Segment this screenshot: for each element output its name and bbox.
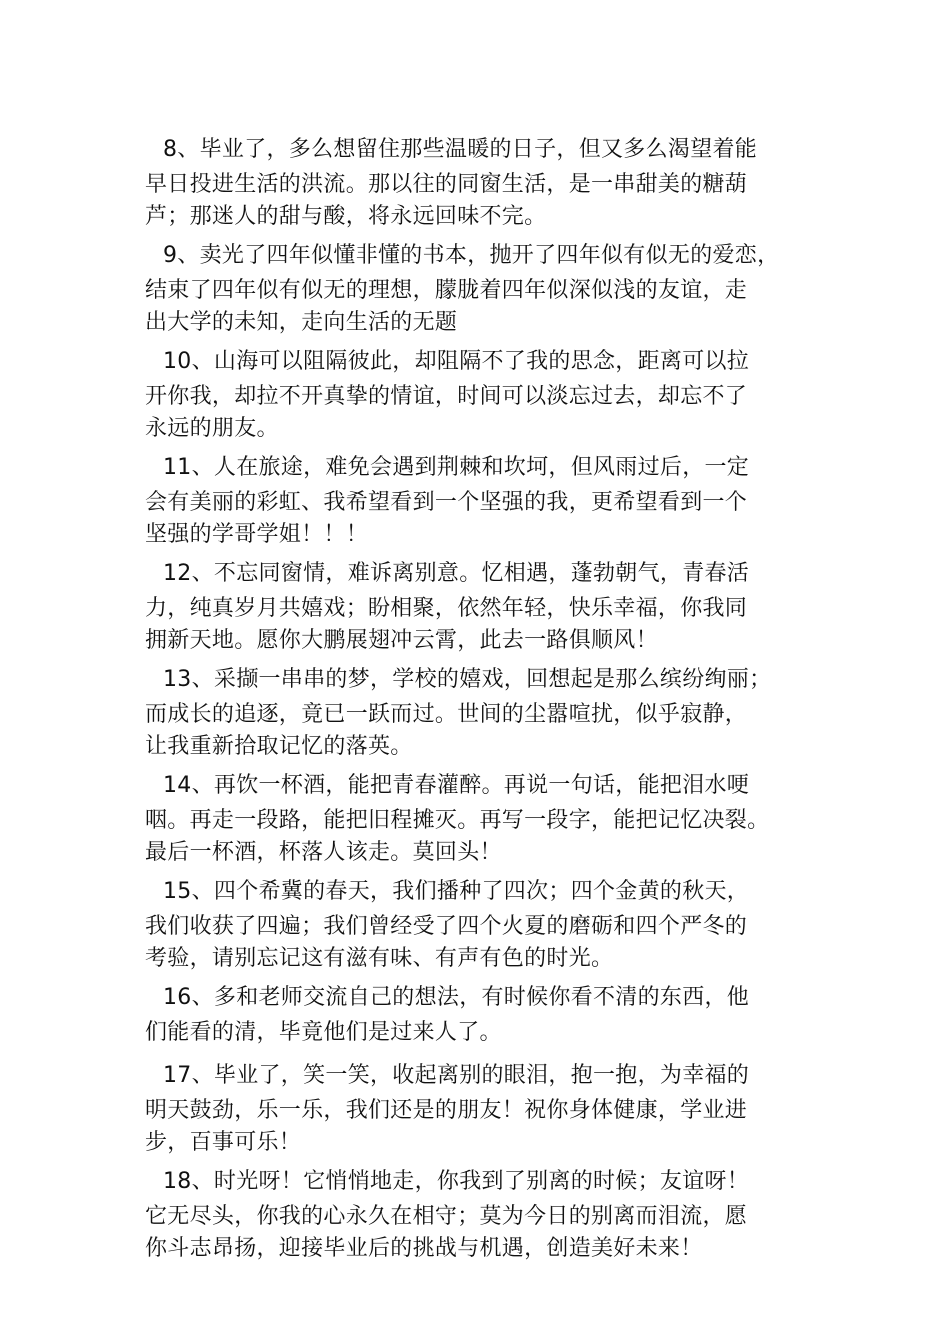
paragraph-line: 芦；那迷人的甜与酸，将永远回味不完。 bbox=[145, 204, 547, 229]
paragraph-8 bbox=[145, 133, 825, 231]
paragraph-11 bbox=[145, 451, 825, 549]
paragraph-line: 力，纯真岁月共嬉戏；盼相聚，依然年轻，快乐幸福，你我同 bbox=[145, 596, 748, 621]
paragraph-17 bbox=[145, 1059, 825, 1157]
paragraph-line: 你斗志昂扬，迎接毕业后的挑战与机遇，创造美好未来！ bbox=[145, 1236, 703, 1261]
paragraph-line: 我们收获了四遍；我们曾经受了四个火夏的磨砺和四个严冬的 bbox=[145, 914, 748, 939]
paragraph-line: 15、四个希冀的春天，我们播种了四次；四个金黄的秋天， bbox=[163, 879, 750, 904]
paragraph-line: 会有美丽的彩虹、我希望看到一个坚强的我，更希望看到一个 bbox=[145, 490, 748, 515]
paragraph-line: 步，百事可乐！ bbox=[145, 1130, 302, 1155]
paragraph-line: 出大学的未知，走向生活的无题 bbox=[145, 310, 458, 335]
paragraph-line: 它无尽头，你我的心永久在相守；莫为今日的别离而泪流，愿 bbox=[145, 1204, 748, 1229]
paragraph-13 bbox=[145, 663, 825, 761]
paragraph-line: 14、再饮一杯酒，能把青春灌醉。再说一句话，能把泪水哽 bbox=[163, 773, 750, 798]
paragraph-line: 咽。再走一段路，能把旧程摊灭。再写一段字，能把记忆决裂。 bbox=[145, 808, 770, 833]
paragraph-line: 17、毕业了，笑一笑，收起离别的眼泪，抱一抱，为幸福的 bbox=[163, 1063, 750, 1088]
document-body bbox=[145, 133, 825, 1271]
paragraph-line: 坚强的学哥学姐！！！ bbox=[145, 522, 369, 547]
paragraph-line: 们能看的清，毕竟他们是过来人了。 bbox=[145, 1020, 502, 1045]
paragraph-line: 13、采撷一串串的梦，学校的嬉戏，回想起是那么缤纷绚丽； bbox=[163, 667, 772, 692]
paragraph-line: 永远的朋友。 bbox=[145, 416, 279, 441]
paragraph-line: 最后一杯酒，杯落人该走。莫回头！ bbox=[145, 840, 502, 865]
paragraph-line: 考验，请别忘记这有滋有味、有声有色的时光。 bbox=[145, 946, 614, 971]
paragraph-18 bbox=[145, 1165, 825, 1263]
paragraph-line: 16、多和老师交流自己的想法，有时候你看不清的东西，他 bbox=[163, 985, 750, 1010]
paragraph-line: 拥新天地。愿你大鹏展翅冲云霄，此去一路俱顺风！ bbox=[145, 628, 658, 653]
paragraph-line: 而成长的追逐，竟已一跃而过。世间的尘嚣喧扰，似乎寂静， bbox=[145, 702, 748, 727]
paragraph-14 bbox=[145, 769, 825, 867]
paragraph-9 bbox=[145, 239, 825, 337]
paragraph-line: 11、人在旅途，难免会遇到荆棘和坎坷，但风雨过后，一定 bbox=[163, 455, 750, 480]
paragraph-line: 明天鼓劲，乐一乐，我们还是的朋友！祝你身体健康，学业进 bbox=[145, 1098, 748, 1123]
paragraph-line: 12、不忘同窗情，难诉离别意。忆相遇，蓬勃朝气，青春活 bbox=[163, 561, 750, 586]
paragraph-line: 让我重新拾取记忆的落英。 bbox=[145, 734, 413, 759]
paragraph-12 bbox=[145, 557, 825, 655]
paragraph-16 bbox=[145, 981, 825, 1051]
paragraph-line: 18、时光呀！它悄悄地走，你我到了别离的时候；友谊呀！ bbox=[163, 1169, 750, 1194]
paragraph-line: 早日投进生活的洪流。那以往的同窗生活，是一串甜美的糖葫 bbox=[145, 172, 748, 197]
paragraph-line: 9、卖光了四年似懂非懂的书本，抛开了四年似有似无的爱恋， bbox=[163, 243, 780, 268]
paragraph-line: 结束了四年似有似无的理想，朦胧着四年似深似浅的友谊，走 bbox=[145, 278, 748, 303]
paragraph-15 bbox=[145, 875, 825, 973]
paragraph-line: 10、山海可以阻隔彼此，却阻隔不了我的思念，距离可以拉 bbox=[163, 349, 750, 374]
paragraph-line: 8、毕业了，多么想留住那些温暖的日子，但又多么渴望着能 bbox=[163, 137, 758, 162]
paragraph-10 bbox=[145, 345, 825, 443]
paragraph-line: 开你我，却拉不开真挚的情谊，时间可以淡忘过去，却忘不了 bbox=[145, 384, 748, 409]
